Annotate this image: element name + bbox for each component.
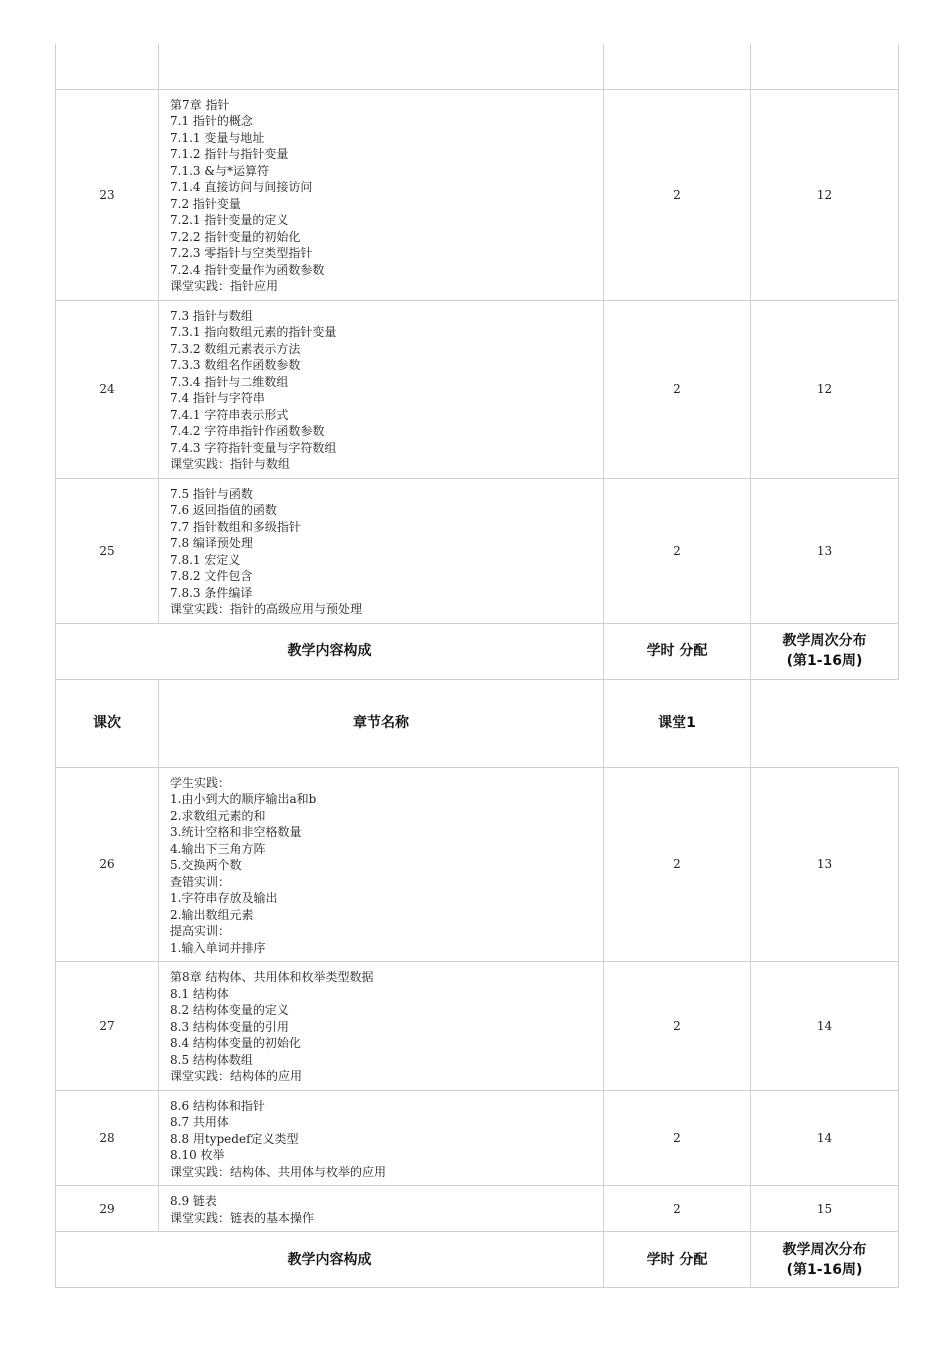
table-row bbox=[56, 1090, 899, 1186]
content-line: 7.3 指针与数组 bbox=[170, 308, 253, 323]
content-line: 2.输出数组元素 bbox=[170, 907, 254, 922]
header-teaching-content: 教学内容构成 bbox=[56, 1232, 604, 1288]
teaching-week: 15 bbox=[751, 1186, 899, 1232]
content-line: 第8章 结构体、共用体和枚举类型数据 bbox=[170, 970, 374, 984]
content-line: 7.2 指针变量 bbox=[170, 196, 241, 211]
teaching-week: 14 bbox=[751, 1090, 899, 1186]
lesson-number: 26 bbox=[56, 767, 159, 962]
content-line: 7.4 指针与字符串 bbox=[170, 391, 265, 405]
content-line: 7.2.1 指针变量的定义 bbox=[170, 213, 289, 227]
lesson-number: 28 bbox=[56, 1090, 159, 1186]
teaching-week: 12 bbox=[751, 300, 899, 478]
content-line: 8.1 结构体 bbox=[170, 986, 229, 1001]
content-line: 7.1.2 指针与指针变量 bbox=[170, 147, 289, 161]
content-line: 4.输出下三角方阵 bbox=[170, 841, 266, 856]
content-line: 查错实训： bbox=[170, 874, 231, 889]
column-header-row bbox=[56, 679, 899, 767]
teaching-week: 13 bbox=[751, 478, 899, 623]
content-line: 7.5 指针与函数 bbox=[170, 486, 253, 501]
continued-row bbox=[56, 44, 899, 89]
content-line: 课堂实践：指针的高级应用与预处理 bbox=[170, 602, 363, 616]
chapter-content bbox=[159, 89, 604, 300]
content-line: 课堂实践：指针与数组 bbox=[170, 457, 291, 471]
content-line: 7.2.4 指针变量作为函数参数 bbox=[170, 262, 325, 277]
table-row bbox=[56, 89, 899, 300]
lesson-number: 27 bbox=[56, 962, 159, 1091]
header-week-line2: (第1-16周) bbox=[786, 653, 863, 669]
course-schedule-body bbox=[56, 44, 899, 1288]
content-line: 7.8.3 条件编译 bbox=[170, 585, 253, 600]
chapter-content bbox=[159, 478, 604, 623]
content-line: 7.4.1 字符串表示形式 bbox=[170, 407, 289, 422]
content-line: 课堂实践：链表的基本操作 bbox=[170, 1210, 315, 1225]
header-week-line1: 教学周次分布 bbox=[782, 633, 867, 649]
content-line: 3.统计空格和非空格数量 bbox=[170, 825, 302, 839]
header-week-line1: 教学周次分布 bbox=[782, 1241, 867, 1258]
header-chapter-name: 章节名称 bbox=[159, 679, 604, 767]
class-hours: 2 bbox=[604, 962, 751, 1091]
header-hours-allocation: 学时 分配 bbox=[604, 1232, 751, 1288]
teaching-week: 14 bbox=[751, 962, 899, 1091]
chapter-content bbox=[159, 962, 604, 1091]
content-line: 提高实训： bbox=[170, 924, 231, 938]
content-line: 8.2 结构体变量的定义 bbox=[170, 1003, 289, 1017]
content-line: 8.5 结构体数组 bbox=[170, 1052, 253, 1067]
content-line: 8.3 结构体变量的引用 bbox=[170, 1019, 289, 1034]
header-week-blank bbox=[751, 679, 899, 767]
lesson-number: 23 bbox=[56, 89, 159, 300]
content-line: 第7章 指针 bbox=[170, 97, 230, 112]
header-teaching-content: 教学内容构成 bbox=[56, 623, 604, 679]
content-line: 7.8 编译预处理 bbox=[170, 536, 253, 550]
chapter-content bbox=[159, 300, 604, 478]
header-lesson-number: 课次 bbox=[56, 679, 159, 767]
teaching-week: 12 bbox=[751, 89, 899, 300]
header-week-line2: (第1-16周) bbox=[786, 1261, 863, 1278]
content-line: 8.9 链表 bbox=[170, 1194, 217, 1208]
content-line: 7.4.3 字符指针变量与字符数组 bbox=[170, 440, 337, 455]
content-line: 5.交换两个数 bbox=[170, 858, 242, 872]
content-line: 8.8 用typedef定义类型 bbox=[170, 1131, 299, 1146]
content-line: 7.8.1 宏定义 bbox=[170, 552, 241, 567]
section-header-row bbox=[56, 1232, 899, 1288]
content-line: 7.3.3 数组名作函数参数 bbox=[170, 358, 301, 372]
header-week-distribution bbox=[751, 1232, 899, 1288]
content-line: 8.4 结构体变量的初始化 bbox=[170, 1036, 301, 1050]
content-line: 7.1.1 变量与地址 bbox=[170, 130, 265, 145]
class-hours: 2 bbox=[604, 300, 751, 478]
content-line: 8.6 结构体和指针 bbox=[170, 1098, 265, 1113]
content-line: 7.2.2 指针变量的初始化 bbox=[170, 229, 301, 244]
content-line: 1.字符串存放及输出 bbox=[170, 891, 278, 905]
content-line: 7.3.2 数组元素表示方法 bbox=[170, 341, 301, 356]
content-line: 7.3.1 指向数组元素的指针变量 bbox=[170, 325, 337, 339]
table-row bbox=[56, 767, 899, 962]
content-line: 7.3.4 指针与二维数组 bbox=[170, 374, 289, 389]
header-hours-allocation: 学时 分配 bbox=[604, 623, 751, 679]
content-line: 7.1.3 &与*运算符 bbox=[170, 163, 270, 178]
lesson-number: 24 bbox=[56, 300, 159, 478]
lesson-number: 29 bbox=[56, 1186, 159, 1232]
teaching-week: 13 bbox=[751, 767, 899, 962]
header-classroom-hours: 课堂1 bbox=[604, 679, 751, 767]
content-line: 8.10 枚举 bbox=[170, 1148, 225, 1162]
content-line: 7.6 返回指值的函数 bbox=[170, 503, 277, 517]
content-line: 7.4.2 字符串指针作函数参数 bbox=[170, 424, 325, 438]
continued-week-cell bbox=[751, 44, 899, 89]
class-hours: 2 bbox=[604, 478, 751, 623]
table-row bbox=[56, 478, 899, 623]
chapter-content bbox=[159, 1090, 604, 1186]
content-line: 课堂实践：指针应用 bbox=[170, 279, 279, 293]
continued-hours-cell bbox=[604, 44, 751, 89]
continued-num-cell bbox=[56, 44, 159, 89]
course-schedule-table bbox=[55, 44, 899, 1288]
class-hours: 2 bbox=[604, 1186, 751, 1232]
content-line: 1.由小到大的顺序输出a和b bbox=[170, 792, 317, 806]
lesson-number: 25 bbox=[56, 478, 159, 623]
chapter-content bbox=[159, 1186, 604, 1232]
table-row bbox=[56, 300, 899, 478]
header-week-distribution bbox=[751, 623, 899, 679]
content-line: 7.1.4 直接访问与间接访问 bbox=[170, 180, 313, 194]
content-line: 7.8.2 文件包含 bbox=[170, 569, 253, 583]
section-header-row bbox=[56, 623, 899, 679]
content-line: 7.7 指针数组和多级指针 bbox=[170, 519, 301, 534]
content-line: 7.2.3 零指针与空类型指针 bbox=[170, 246, 313, 260]
content-line: 2.求数组元素的和 bbox=[170, 808, 266, 823]
content-line: 课堂实践：结构体的应用 bbox=[170, 1069, 303, 1083]
class-hours: 2 bbox=[604, 767, 751, 962]
class-hours: 2 bbox=[604, 1090, 751, 1186]
continued-content-cell bbox=[159, 44, 604, 89]
content-line: 7.1 指针的概念 bbox=[170, 114, 253, 128]
table-row bbox=[56, 1186, 899, 1232]
class-hours: 2 bbox=[604, 89, 751, 300]
chapter-content bbox=[159, 767, 604, 962]
content-line: 课堂实践：结构体、共用体与枚举的应用 bbox=[170, 1164, 387, 1179]
content-line: 8.7 共用体 bbox=[170, 1115, 229, 1129]
content-line: 学生实践： bbox=[170, 775, 231, 790]
table-row bbox=[56, 962, 899, 1091]
content-line: 1.输入单词并排序 bbox=[170, 940, 266, 955]
